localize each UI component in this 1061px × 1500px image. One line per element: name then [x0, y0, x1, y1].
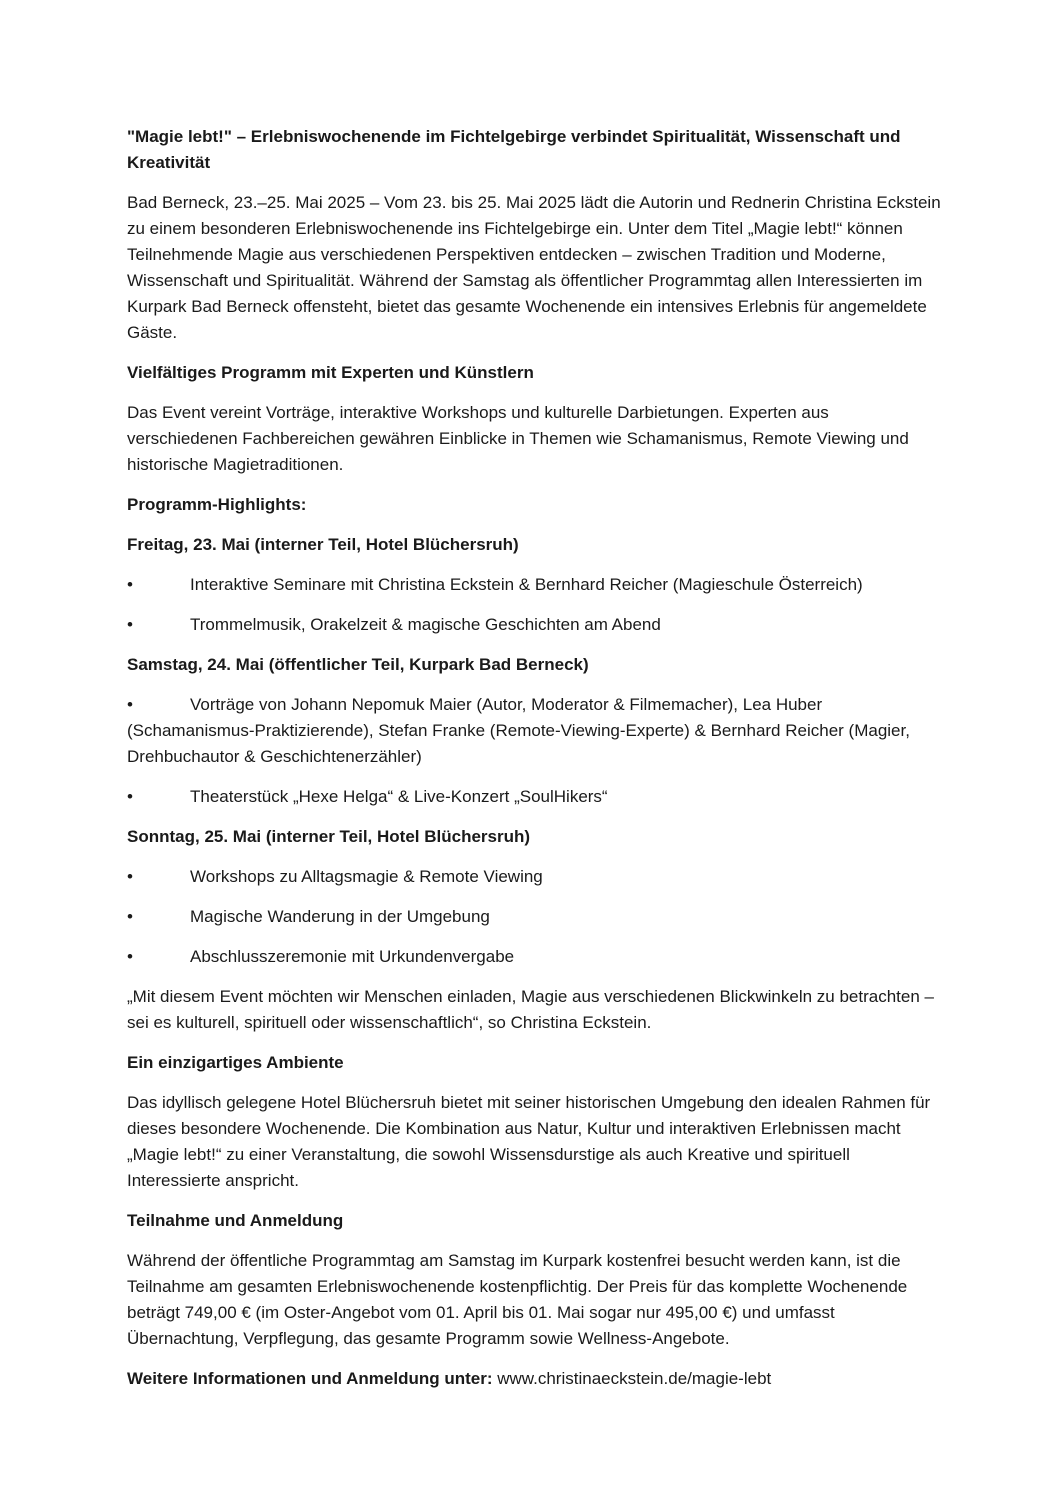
- bullet-icon: •: [127, 575, 133, 594]
- more-info-url: www.christinaeckstein.de/magie-lebt: [497, 1369, 772, 1388]
- ambience-heading: Ein einzigartiges Ambiente: [127, 1053, 344, 1072]
- bullet-icon: •: [127, 615, 133, 634]
- more-info-line: [127, 1366, 941, 1392]
- saturday-heading: Samstag, 24. Mai (öffentlicher Teil, Kurpark Bad Berneck): [127, 655, 589, 674]
- list-item-text: Workshops zu Alltagsmagie & Remote Viewing: [190, 867, 543, 886]
- friday-heading: Freitag, 23. Mai (interner Teil, Hotel Blüchersruh): [127, 535, 519, 554]
- sunday-heading: Sonntag, 25. Mai (interner Teil, Hotel Blüchersruh): [127, 827, 531, 846]
- registration-text: Während der öffentliche Programmtag am Samstag im Kurpark kostenfrei besucht werden kann, ist die Teilnahme am gesamten Erlebniswochenende kostenpflichtig. Der Preis für das komplette Wochenende beträgt 749,00 € (im Oster-Angebot vom 01. April bis 01. Mai sogar nur 495,00 €) und umfasst Übernachtung, Verpflegung, das gesamte Programm sowie Wellness-Angebote.: [127, 1251, 908, 1348]
- list-item-text: Vorträge von Johann Nepomuk Maier (Autor, Moderator & Filmemacher), Lea Huber (Schamanismus-Praktizierende), Stefan Franke (Remote-Viewing-Experte) & Bernhard Reicher (Magier, Drehbuchautor & Geschichtenerzähler): [127, 695, 910, 766]
- list-item: [127, 864, 941, 890]
- bullet-icon: •: [127, 695, 133, 714]
- program-section-heading: Vielfältiges Programm mit Experten und Künstlern: [127, 363, 534, 382]
- list-item-text: Trommelmusik, Orakelzeit & magische Geschichten am Abend: [190, 615, 661, 634]
- list-item-text: Magische Wanderung in der Umgebung: [190, 907, 490, 926]
- intro-paragraph: Bad Berneck, 23.–25. Mai 2025 – Vom 23. bis 25. Mai 2025 lädt die Autorin und Rednerin Christina Eckstein zu einem besonderen Erlebniswochenende ins Fichtelgebirge ein. Unter dem Titel „Magie lebt!“ können Teilnehmende Magie aus verschiedenen Perspektiven entdecken – zwischen Tradition und Moderne, Wissenschaft und Spiritualität. Während der Samstag als öffentlicher Programmtag allen Interessierten im Kurpark Bad Berneck offensteht, bietet das gesamte Wochenende ein intensives Erlebnis für angemeldete Gäste.: [127, 193, 941, 342]
- list-item-text: Abschlusszeremonie mit Urkundenvergabe: [190, 947, 515, 966]
- program-section-text: Das Event vereint Vorträge, interaktive Workshops und kulturelle Darbietungen. Experten aus verschiedenen Fachbereichen gewähren Einblicke in Themen wie Schamanismus, Remote Viewing und historische Magietraditionen.: [127, 403, 909, 474]
- highlights-heading: Programm-Highlights:: [127, 495, 307, 514]
- bullet-icon: •: [127, 787, 133, 806]
- list-item: [127, 904, 941, 930]
- registration-heading: Teilnahme und Anmeldung: [127, 1211, 344, 1230]
- bullet-icon: •: [127, 867, 133, 886]
- list-item: [127, 612, 941, 638]
- list-item-text: Interaktive Seminare mit Christina Eckstein & Bernhard Reicher (Magieschule Österreich): [190, 575, 863, 594]
- list-item: [127, 572, 941, 598]
- quote-paragraph: „Mit diesem Event möchten wir Menschen einladen, Magie aus verschiedenen Blickwinkeln zu betrachten – sei es kulturell, spirituell oder wissenschaftlich“, so Christina Eckstein.: [127, 987, 934, 1032]
- bullet-icon: •: [127, 907, 133, 926]
- list-item-text: Theaterstück „Hexe Helga“ & Live-Konzert „SoulHikers“: [190, 787, 608, 806]
- list-item: [127, 692, 941, 770]
- ambience-text: Das idyllisch gelegene Hotel Blüchersruh bietet mit seiner historischen Umgebung den idealen Rahmen für dieses besondere Wochenende. Die Kombination aus Natur, Kultur und interaktiven Erlebnissen macht „Magie lebt!“ zu einer Veranstaltung, die sowohl Wissensdurstige als auch Kreative und spirituell Interessierte anspricht.: [127, 1093, 931, 1190]
- bullet-icon: •: [127, 947, 133, 966]
- press-release-title: "Magie lebt!" – Erlebniswochenende im Fichtelgebirge verbindet Spiritualität, Wissenschaft und Kreativität: [127, 127, 901, 172]
- more-info-label: Weitere Informationen und Anmeldung unter:: [127, 1369, 493, 1388]
- list-item: [127, 944, 941, 970]
- list-item: [127, 784, 941, 810]
